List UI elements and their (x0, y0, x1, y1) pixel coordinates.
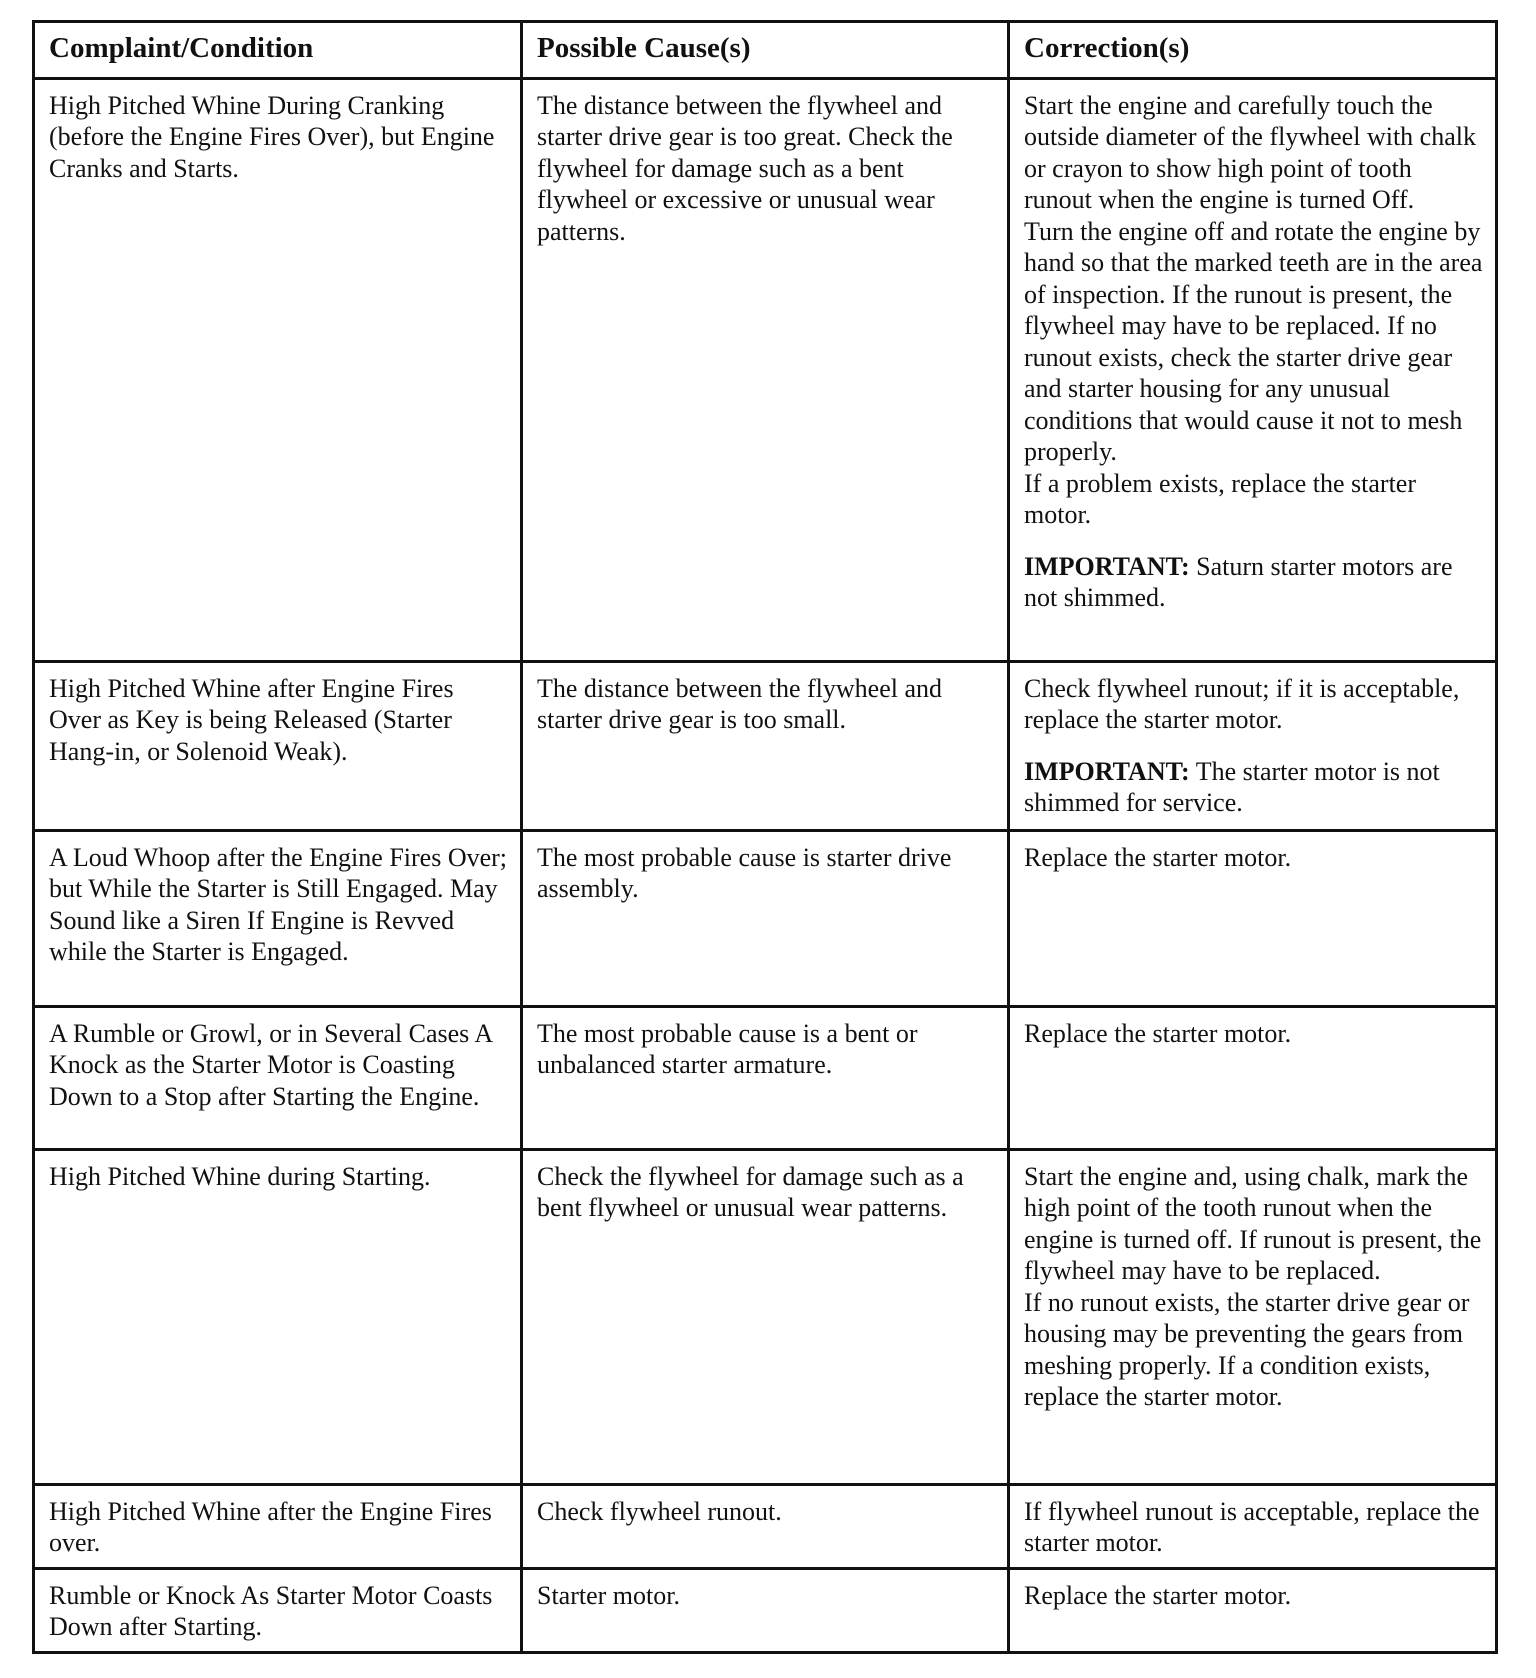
cause-cell: The distance between the flywheel and starter drive gear is too great. Check the flywheel for damage such as a bent flywheel or excessive or unusual wear patterns. (522, 78, 1009, 661)
important-note (1024, 551, 1483, 614)
correction-text: If no runout exists, the starter drive gear or housing may be preventing the gears from meshing properly. If a condition exists, replace the starter motor. (1024, 1287, 1470, 1411)
condition-cell: High Pitched Whine During Cranking (before the Engine Fires Over), but Engine Cranks and Starts. (34, 78, 522, 661)
cause-cell: The most probable cause is a bent or unbalanced starter armature. (522, 1006, 1009, 1149)
cause-cell: Check the flywheel for damage such as a bent flywheel or unusual wear patterns. (522, 1149, 1009, 1484)
header-possible-causes: Possible Cause(s) (522, 22, 1009, 79)
correction-text: Replace the starter motor. (1024, 1580, 1292, 1610)
correction-text: Check flywheel runout; if it is acceptable, replace the starter motor. (1024, 673, 1460, 734)
important-label: IMPORTANT: (1024, 551, 1190, 581)
table-row (34, 661, 1497, 830)
table-row (34, 1149, 1497, 1484)
correction-text: If flywheel runout is acceptable, replace the starter motor. (1024, 1496, 1480, 1557)
correction-text: Replace the starter motor. (1024, 1018, 1292, 1048)
correction-text: Turn the engine off and rotate the engine by hand so that the marked teeth are in the area of inspection. If the runout is present, the flywheel may have to be replaced. If no runout exists, check the starter drive gear and starter housing for any unusual conditions that would cause it not to mesh properly. (1024, 216, 1483, 466)
table-row (34, 78, 1497, 661)
correction-cell (1009, 78, 1497, 661)
condition-cell: High Pitched Whine after Engine Fires Over as Key is being Released (Starter Hang-in, or Solenoid Weak). (34, 661, 522, 830)
table-row (34, 1568, 1497, 1652)
header-corrections: Correction(s) (1009, 22, 1497, 79)
cause-cell: Starter motor. (522, 1568, 1009, 1652)
important-text: The starter motor is not shimmed for service. (1024, 756, 1440, 817)
table-row (34, 1006, 1497, 1149)
important-label: IMPORTANT: (1024, 756, 1190, 786)
troubleshooting-table (32, 20, 1498, 1654)
correction-cell (1009, 1484, 1497, 1568)
correction-cell (1009, 1006, 1497, 1149)
header-complaint-condition: Complaint/Condition (34, 22, 522, 79)
correction-text: Start the engine and carefully touch the outside diameter of the flywheel with chalk or crayon to show high point of tooth runout when the engine is turned Off. (1024, 90, 1476, 214)
condition-cell: A Rumble or Growl, or in Several Cases A Knock as the Starter Motor is Coasting Down to a Stop after Starting the Engine. (34, 1006, 522, 1149)
important-note (1024, 756, 1483, 819)
correction-text: If a problem exists, replace the starter motor. (1024, 468, 1416, 529)
table-row (34, 830, 1497, 1006)
cause-cell: The distance between the flywheel and starter drive gear is too small. (522, 661, 1009, 830)
correction-cell (1009, 830, 1497, 1006)
important-text: Saturn starter motors are not shimmed. (1024, 551, 1453, 612)
correction-cell (1009, 1149, 1497, 1484)
cause-cell: Check flywheel runout. (522, 1484, 1009, 1568)
correction-cell (1009, 661, 1497, 830)
cause-cell: The most probable cause is starter drive assembly. (522, 830, 1009, 1006)
table-row (34, 1484, 1497, 1568)
correction-text: Replace the starter motor. (1024, 842, 1292, 872)
condition-cell: High Pitched Whine after the Engine Fires over. (34, 1484, 522, 1568)
condition-cell: Rumble or Knock As Starter Motor Coasts Down after Starting. (34, 1568, 522, 1652)
condition-cell: High Pitched Whine during Starting. (34, 1149, 522, 1484)
correction-cell (1009, 1568, 1497, 1652)
header-row (34, 22, 1497, 79)
condition-cell: A Loud Whoop after the Engine Fires Over; but While the Starter is Still Engaged. May Sound like a Siren If Engine is Revved while the Starter is Engaged. (34, 830, 522, 1006)
correction-text: Start the engine and, using chalk, mark the high point of the tooth runout when the engine is turned off. If runout is present, the flywheel may have to be replaced. (1024, 1161, 1482, 1285)
